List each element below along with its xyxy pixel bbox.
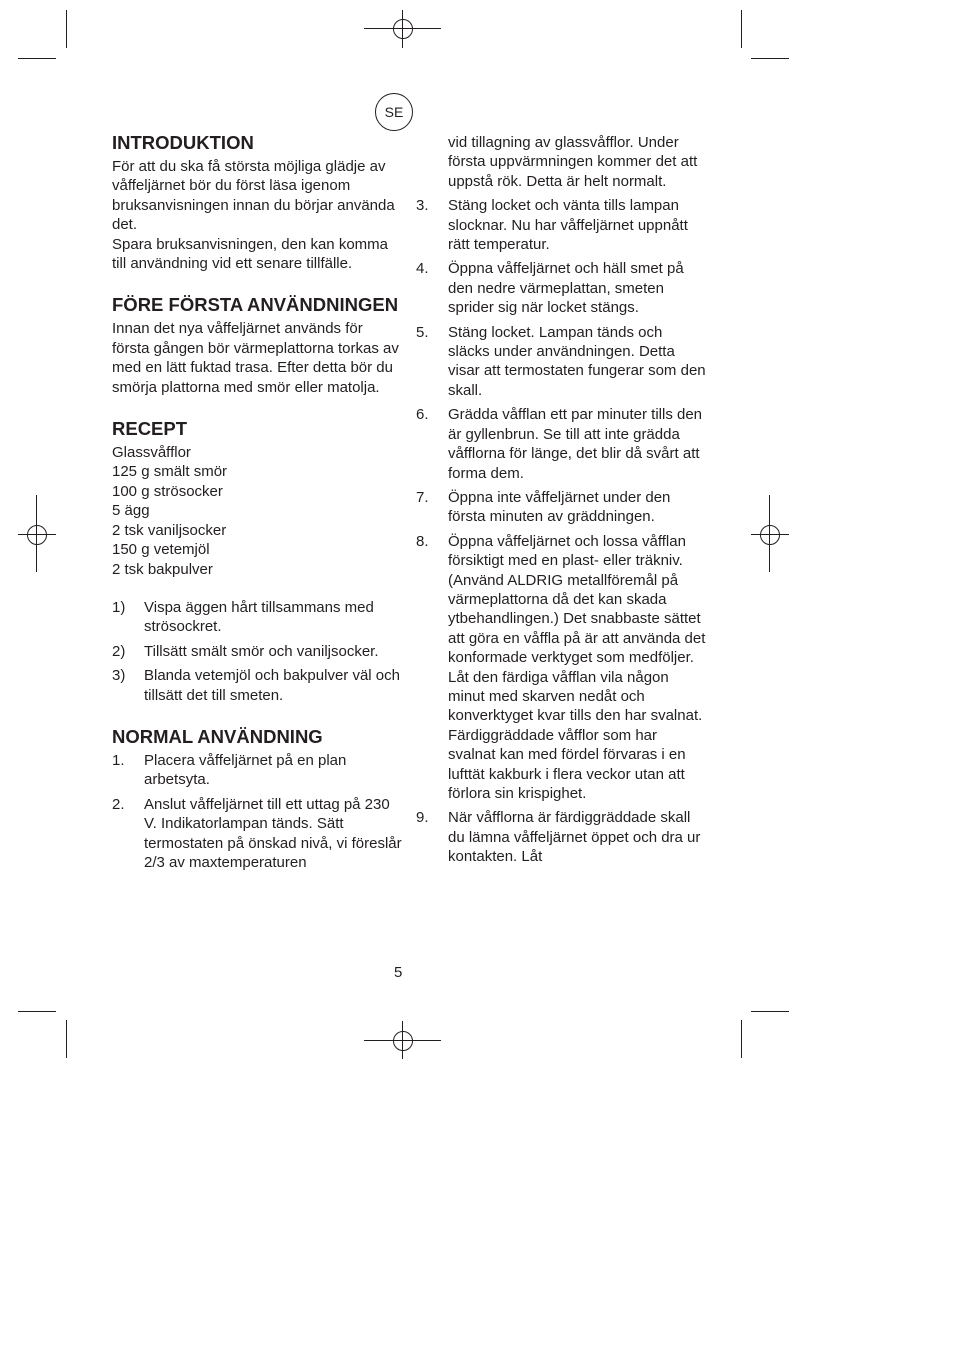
crop-mark xyxy=(741,10,742,48)
language-badge: SE xyxy=(375,93,413,131)
normal-use-heading: NORMAL ANVÄNDNING xyxy=(112,725,323,747)
intro-paragraph: Spara bruksanvisningen, den kan komma till användning vid ett senare tillfälle. xyxy=(112,235,388,273)
list-item: 4. Öppna våffeljärnet och häll smet på den nedre värmeplattan, smeten sprider sig när locket stängs. xyxy=(416,260,684,317)
page-number: 5 xyxy=(394,964,403,981)
crop-mark xyxy=(741,1020,742,1058)
intro-section xyxy=(112,131,402,273)
list-item: 3. Stäng locket och vänta tills lampan slocknar. Nu har våffeljärnet uppnått rätt temperatur. xyxy=(416,197,688,254)
registration-circle xyxy=(393,19,413,39)
ingredient-line: 2 tsk bakpulver xyxy=(112,560,213,578)
registration-circle xyxy=(760,525,780,545)
intro-paragraph: För att du ska få största möjliga glädje av våffeljärnet bör du först läsa igenom bruksanvisningen innan du börjar använda det. xyxy=(112,158,395,234)
normal-use-section xyxy=(112,725,402,872)
list-item: 8. Öppna våffeljärnet och lossa våfflan försiktigt med en plast- eller träkniv. (Använd ALDRIG metallföremål på värmeplattorna då det kan skada ytbehandlingen.) Det snabbaste sättet att göra en våffla på är att använda det konformade verktyget som medföljer. Låt den färdiga våfflan vila någon minut med skarven nedåt och konverktyget kvar tills den har svalnat. Färdiggräddade våfflor som har svalnat kan med fördel förvaras i en lufttät kakburk i flera veckor utan att förlora sin krispighet. xyxy=(416,532,706,802)
right-column xyxy=(416,133,706,872)
list-item: 2) Tillsätt smält smör och vaniljsocker. xyxy=(112,642,379,660)
recipe-section xyxy=(112,417,402,705)
crop-mark xyxy=(18,58,56,59)
registration-circle xyxy=(393,1031,413,1051)
ingredient-line: 5 ägg xyxy=(112,502,150,520)
registration-circle xyxy=(27,525,47,545)
recipe-steps xyxy=(112,598,402,705)
crop-mark xyxy=(66,1020,67,1058)
continuation-paragraph: vid tillagning av glassvåfflor. Under första uppvärmningen kommer det att uppstå rök. Detta är helt normalt. xyxy=(448,134,698,190)
list-item: 7. Öppna inte våffeljärnet under den första minuten av gräddningen. xyxy=(416,488,671,526)
list-item: 2. Anslut våffeljärnet till ett uttag på 230 V. Indikatorlampan tänds. Sätt termostaten på önskad nivå, vi föreslår 2/3 av maxtemperaturen xyxy=(112,795,402,871)
list-item: 5. Stäng locket. Lampan tänds och släcks under användningen. Detta visar att termostaten fungerar som den skall. xyxy=(416,323,706,399)
list-item: 9. När våfflorna är färdiggräddade skall du lämna våffeljärnet öppet och dra ur kontakten. Låt xyxy=(416,809,701,866)
ingredient-line: 125 g smält smör xyxy=(112,463,228,481)
before-first-use-paragraph: Innan det nya våffeljärnet används för första gången bör värmeplattorna torkas av med en lätt fuktad trasa. Efter detta bör du smörja plattorna med smör eller matolja. xyxy=(112,320,399,396)
ingredient-line: 100 g strösocker xyxy=(112,482,223,500)
ingredient-line: Glassvåfflor xyxy=(112,444,191,462)
ingredient-line: 2 tsk vaniljsocker xyxy=(112,521,227,539)
ingredient-line: 150 g vetemjöl xyxy=(112,541,210,559)
recipe-heading: RECEPT xyxy=(112,418,188,440)
crop-mark xyxy=(751,1011,789,1012)
intro-heading: INTRODUKTION xyxy=(112,132,254,153)
list-item: 6. Grädda våfflan ett par minuter tills den är gyllenbrun. Se till att inte grädda våfflorna för länge, det blir då svårt att forma dem. xyxy=(416,406,703,482)
normal-use-steps-continued xyxy=(416,196,706,866)
before-first-use-section xyxy=(112,293,402,397)
normal-use-steps xyxy=(112,751,402,872)
crop-mark xyxy=(66,10,67,48)
list-item: 1. Placera våffeljärnet på en plan arbetsyta. xyxy=(112,751,347,789)
crop-mark xyxy=(751,58,789,59)
list-item: 1) Vispa äggen hårt tillsammans med strösockret. xyxy=(112,598,374,636)
before-first-use-heading: FÖRE FÖRSTA ANVÄNDNINGEN xyxy=(112,294,399,316)
list-item: 3) Blanda vetemjöl och bakpulver väl och tillsätt det till smeten. xyxy=(112,667,400,704)
left-column xyxy=(112,131,402,877)
crop-mark xyxy=(18,1011,56,1012)
